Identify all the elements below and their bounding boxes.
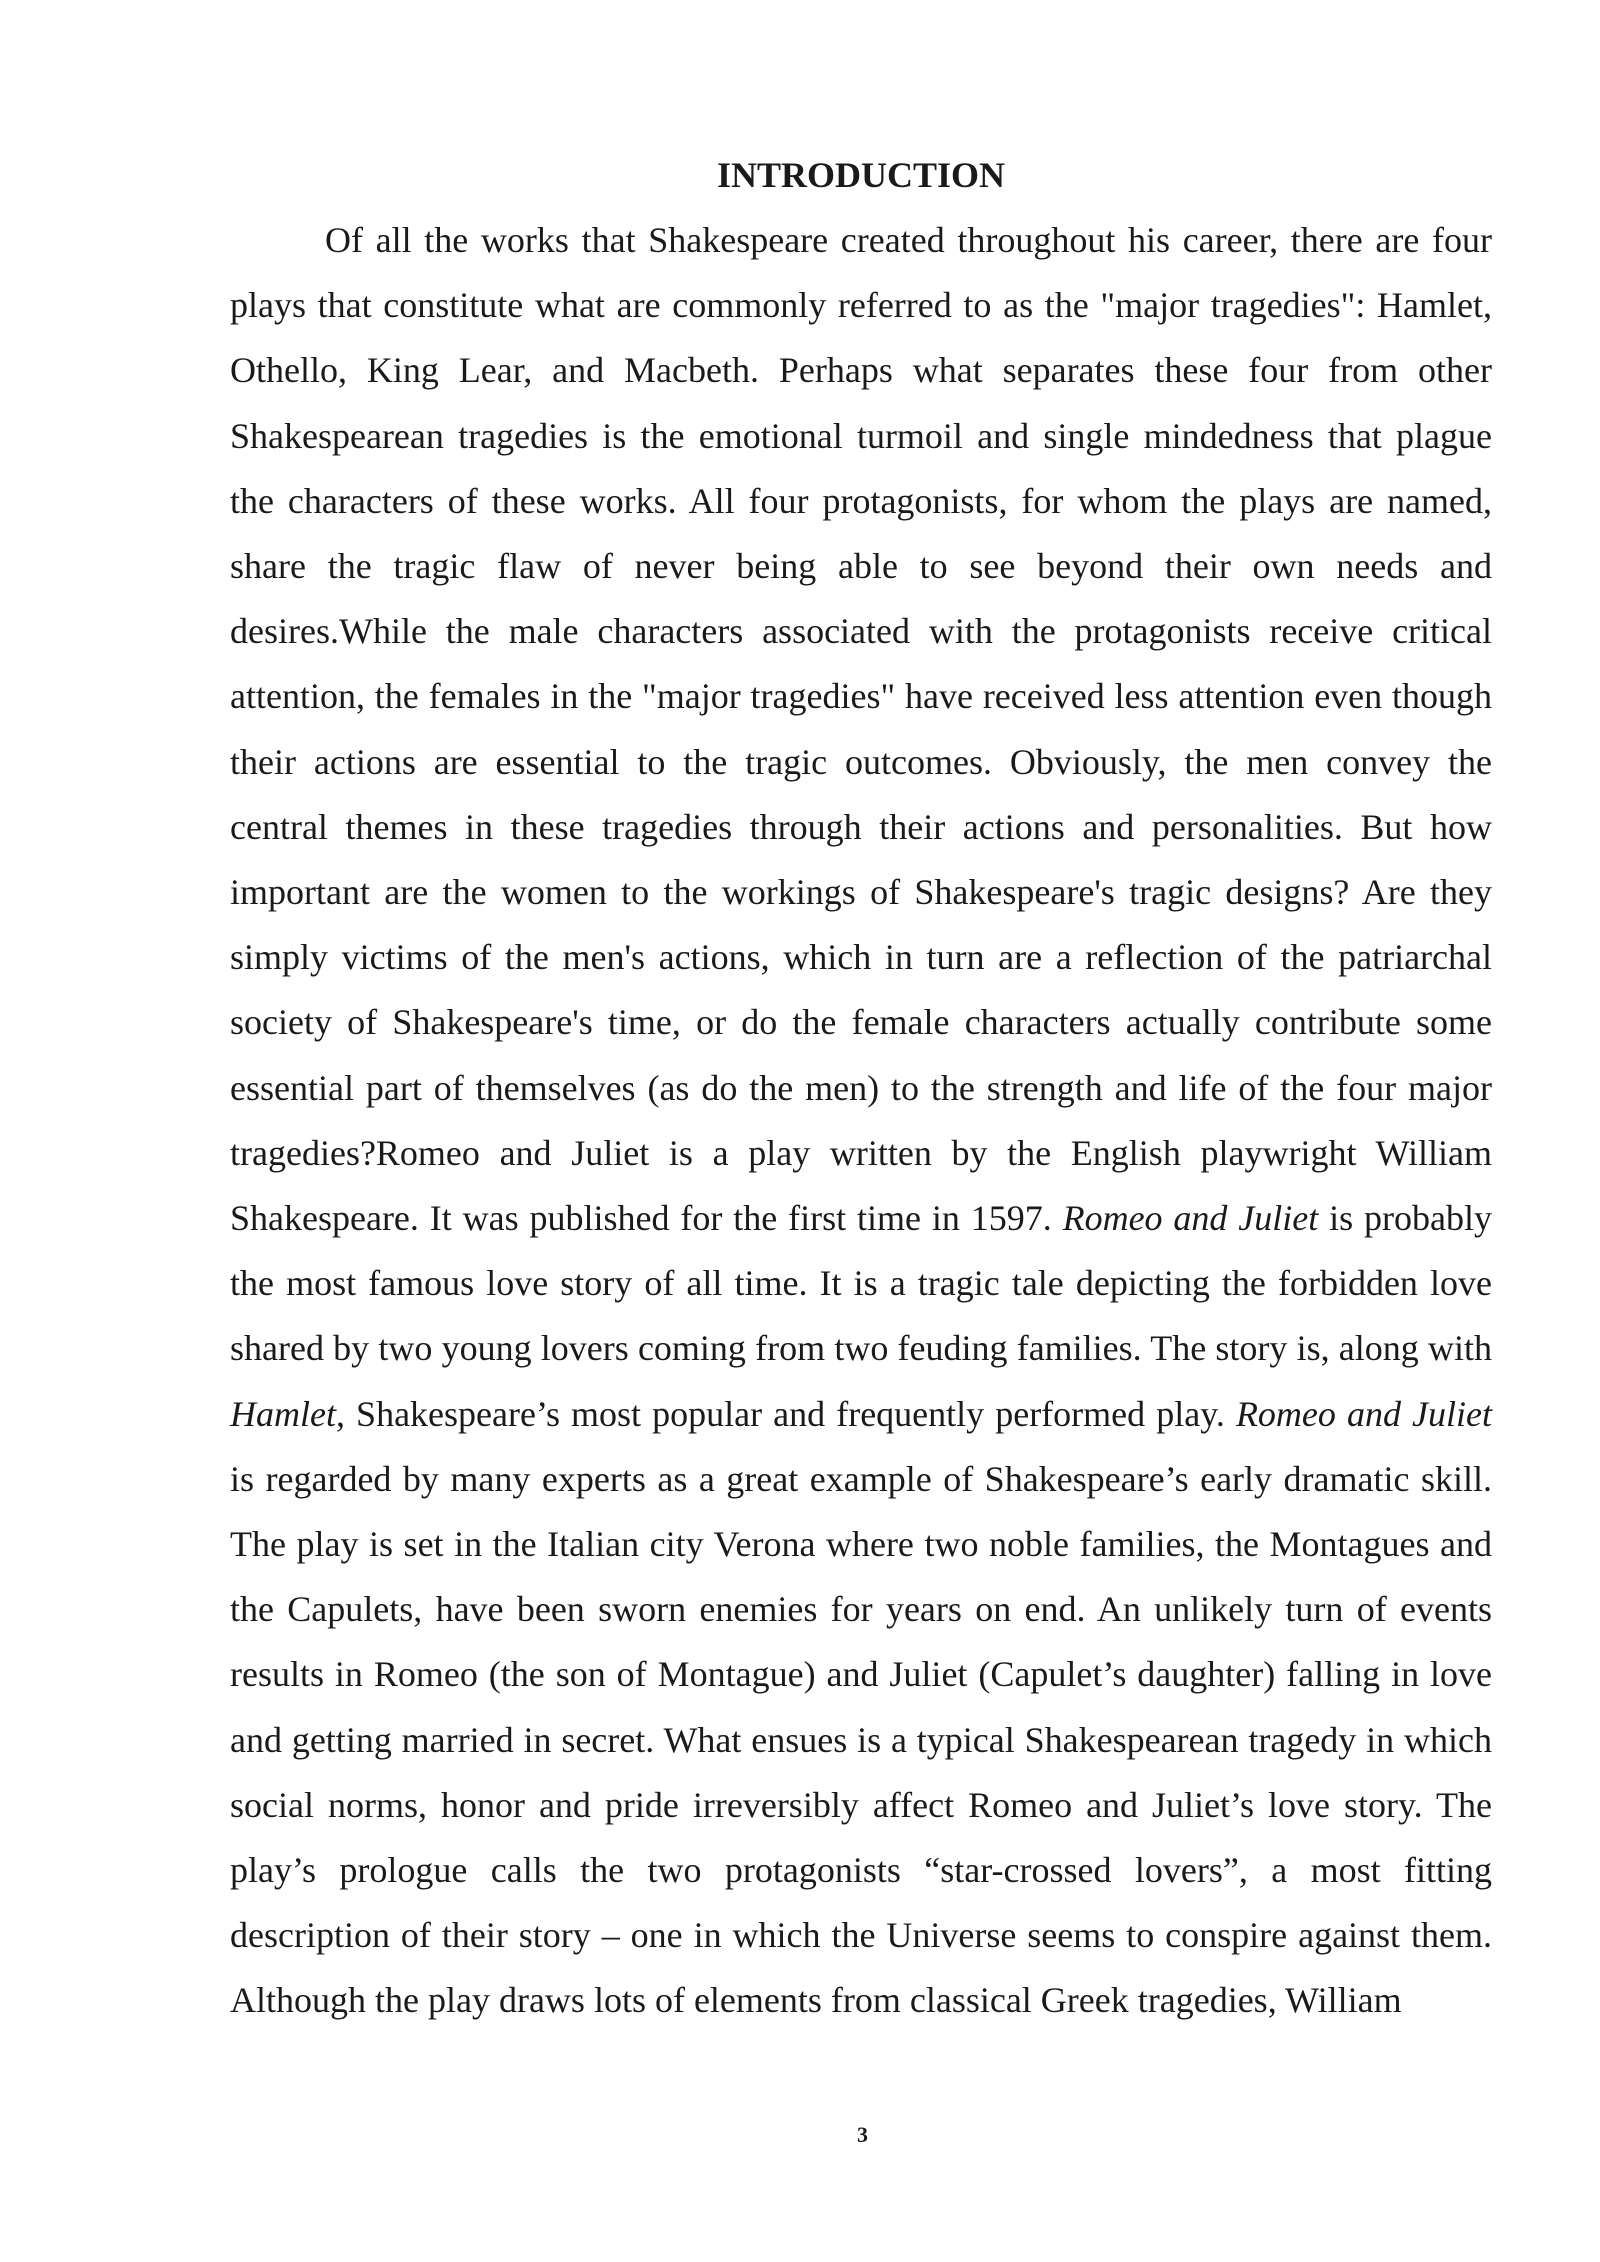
paragraph-text-part2: is probably the most famous love story of all time. It is a tragic tale depicting the forbidden love shared by two young lovers coming from two feuding families. The story is, along with: [230, 1198, 1492, 1369]
page-title: INTRODUCTION: [716, 155, 1006, 195]
body-paragraph: [230, 208, 1492, 2034]
paragraph-text-part3: , Shakespeare’s most popular and frequently performed play.: [335, 1393, 1236, 1434]
italic-title-romeo-and-juliet-1: Romeo and Juliet: [1062, 1198, 1319, 1239]
italic-title-romeo-and-juliet-2: Romeo and Juliet: [1235, 1393, 1493, 1434]
paragraph-text-part1: Of all the works that Shakespeare created throughout his career, there are four plays that constitute what are commonly referred to as the "major tragedies": Hamlet, Othello, King Lear, and Macbeth. Perhaps what separates these four from other Shakespearean tragedies is the emotional turmoil and single mindedness that plague the characters of these works. All four protagonists, for whom the plays are named, share the tragic flaw of never being able to see beyond their own needs and desires.While the male characters associated with the protagonists receive critical attention, the females in the "major tragedies" have received less attention even though their actions are essential to the tragic outcomes. Obviously, the men convey the central themes in these tragedies through their actions and personalities. But how important are the women to the workings of Shakespeare's tragic designs? Are they simply victims of the men's actions, which in turn are a reflection of the patriarchal society of Shakespeare's time, or do the female characters actually contribute some essential part of themselves (as do the men) to the strength and life of the four major tragedies?Romeo and Juliet is a play written by the English playwright William Shakespeare. It was published for the first time in 1597.: [230, 220, 1492, 1239]
page-number: 3: [857, 2122, 868, 2147]
italic-title-hamlet: Hamlet: [230, 1393, 336, 1434]
paragraph-text-part4: is regarded by many experts as a great example of Shakespeare’s early dramatic skill. The play is set in the Italian city Verona where two noble families, the Montagues and the Capulets, have been sworn enemies for years on end. An unlikely turn of events results in Romeo (the son of Montague) and Juliet (Capulet’s daughter) falling in love and getting married in secret. What ensues is a typical Shakespearean tragedy in which social norms, honor and pride irreversibly affect Romeo and Juliet’s love story. The play’s prologue calls the two protagonists “star-crossed lovers”, a most fitting description of their story – one in which the Universe seems to conspire against them. Although the play draws lots of elements from classical Greek tragedies, William: [230, 1458, 1492, 2021]
